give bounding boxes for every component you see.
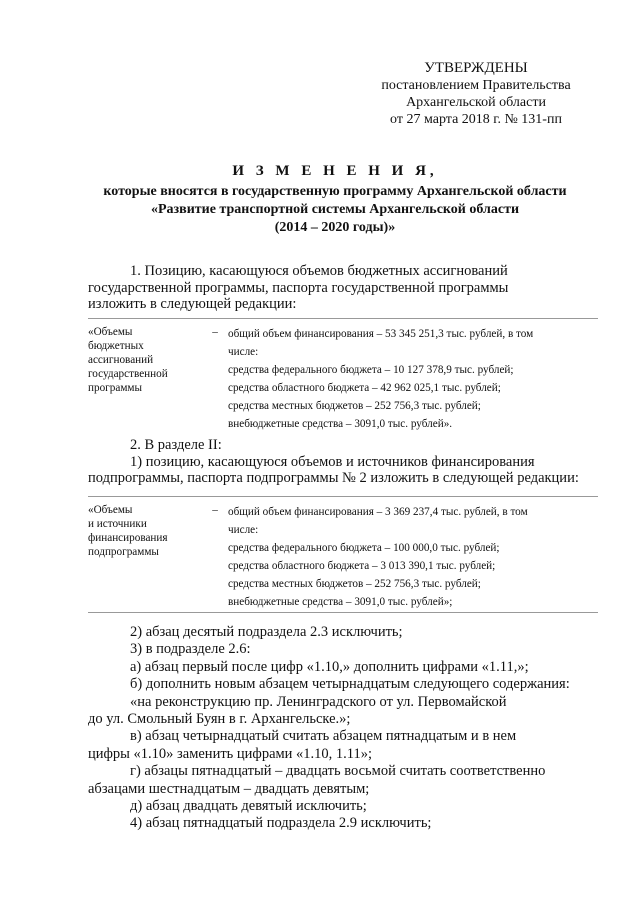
label-line: «Объемы bbox=[88, 326, 133, 338]
value-line: общий объем финансирования – 53 345 251,3 тыс. рублей, в том bbox=[228, 328, 534, 340]
value-line: внебюджетные средства – 3091,0 тыс. рублей»; bbox=[228, 596, 453, 608]
paragraph-1 bbox=[88, 263, 598, 313]
table-label bbox=[88, 503, 206, 559]
table-divider bbox=[88, 318, 598, 319]
approval-line: постановлением Правительства bbox=[381, 78, 571, 93]
text-line: 2) абзац десятый подраздела 2.3 исключить; bbox=[130, 624, 403, 640]
table-divider bbox=[88, 612, 598, 613]
approval-stamp bbox=[360, 60, 592, 128]
table-dash: – bbox=[212, 504, 218, 516]
document-heading bbox=[60, 162, 610, 237]
text-line: изложить в следующей редакции: bbox=[88, 296, 297, 312]
text-line: 1. Позицию, касающуюся объемов бюджетных ассигнований bbox=[130, 263, 508, 279]
value-line: средства местных бюджетов – 252 756,3 тыс. рублей; bbox=[228, 400, 481, 412]
text-line: подпрограммы, паспорта подпрограммы № 2 изложить в следующей редакции: bbox=[88, 470, 579, 486]
text-line: цифры «1.10» заменить цифрами «1.10, 1.11»; bbox=[88, 745, 373, 762]
label-line: подпрограммы bbox=[88, 546, 159, 558]
text-line: 4) абзац пятнадцатый подраздела 2.9 исключить; bbox=[130, 815, 432, 832]
value-line: средства областного бюджета – 3 013 390,1 тыс. рублей; bbox=[228, 560, 496, 572]
table-label bbox=[88, 325, 206, 395]
label-line: финансирования bbox=[88, 532, 168, 544]
text-line: «на реконструкцию пр. Ленинградского от ул. Первомайской bbox=[130, 693, 507, 710]
value-line: средства федерального бюджета – 10 127 378,9 тыс. рублей; bbox=[228, 364, 514, 376]
value-line: числе: bbox=[228, 524, 259, 536]
approval-line: Архангельской области bbox=[406, 95, 546, 110]
text-line: до ул. Смольный Буян в г. Архангельске.»; bbox=[88, 711, 351, 728]
value-line: средства областного бюджета – 42 962 025,1 тыс. рублей; bbox=[228, 382, 501, 394]
label-line: бюджетных bbox=[88, 340, 144, 352]
table-values bbox=[228, 503, 598, 611]
text-line: государственной программы, паспорта государственной программы bbox=[88, 279, 509, 296]
heading-line: (2014 – 2020 годы)» bbox=[274, 220, 396, 235]
label-line: «Объемы bbox=[88, 504, 133, 516]
text-line: д) абзац двадцать девятый исключить; bbox=[130, 798, 367, 815]
text-line: 1) позицию, касающуюся объемов и источников финансирования bbox=[130, 453, 535, 470]
approval-title: УТВЕРЖДЕНЫ bbox=[424, 60, 528, 76]
text-line: в) абзац четырнадцатый считать абзацем пятнадцатым и в нем bbox=[130, 728, 517, 745]
table-divider bbox=[88, 496, 598, 497]
approval-line: от 27 марта 2018 г. № 131-пп bbox=[390, 112, 562, 127]
label-line: и источники bbox=[88, 518, 147, 530]
paragraph-2 bbox=[88, 437, 598, 487]
text-line: 3) в подразделе 2.6: bbox=[130, 641, 251, 658]
funding-table-1 bbox=[88, 325, 598, 435]
label-line: ассигнований bbox=[88, 354, 154, 366]
text-line: б) дополнить новым абзацем четырнадцатым следующего содержания: bbox=[130, 676, 570, 693]
heading-title: И З М Е Н Е Н И Я, bbox=[232, 163, 438, 179]
text-line: 2. В разделе II: bbox=[130, 437, 222, 453]
heading-line: которые вносятся в государственную программу Архангельской области bbox=[103, 184, 567, 199]
heading-line: «Развитие транспортной системы Архангельской области bbox=[150, 202, 520, 217]
table-dash: – bbox=[212, 326, 218, 338]
text-line: а) абзац первый после цифр «1.10,» дополнить цифрами «1.11,»; bbox=[130, 658, 529, 675]
table-values bbox=[228, 325, 598, 433]
value-line: внебюджетные средства – 3091,0 тыс. рублей». bbox=[228, 418, 453, 430]
value-line: средства местных бюджетов – 252 756,3 тыс. рублей; bbox=[228, 578, 481, 590]
text-line: г) абзацы пятнадцатый – двадцать восьмой считать соответственно bbox=[130, 763, 546, 780]
text-line: абзацами шестнадцатым – двадцать девятым; bbox=[88, 780, 370, 797]
value-line: средства федерального бюджета – 100 000,0 тыс. рублей; bbox=[228, 542, 500, 554]
label-line: программы bbox=[88, 382, 142, 394]
paragraph-3 bbox=[88, 624, 598, 833]
value-line: числе: bbox=[228, 346, 259, 358]
funding-table-2 bbox=[88, 503, 598, 613]
label-line: государственной bbox=[88, 368, 168, 380]
value-line: общий объем финансирования – 3 369 237,4 тыс. рублей, в том bbox=[228, 506, 528, 518]
